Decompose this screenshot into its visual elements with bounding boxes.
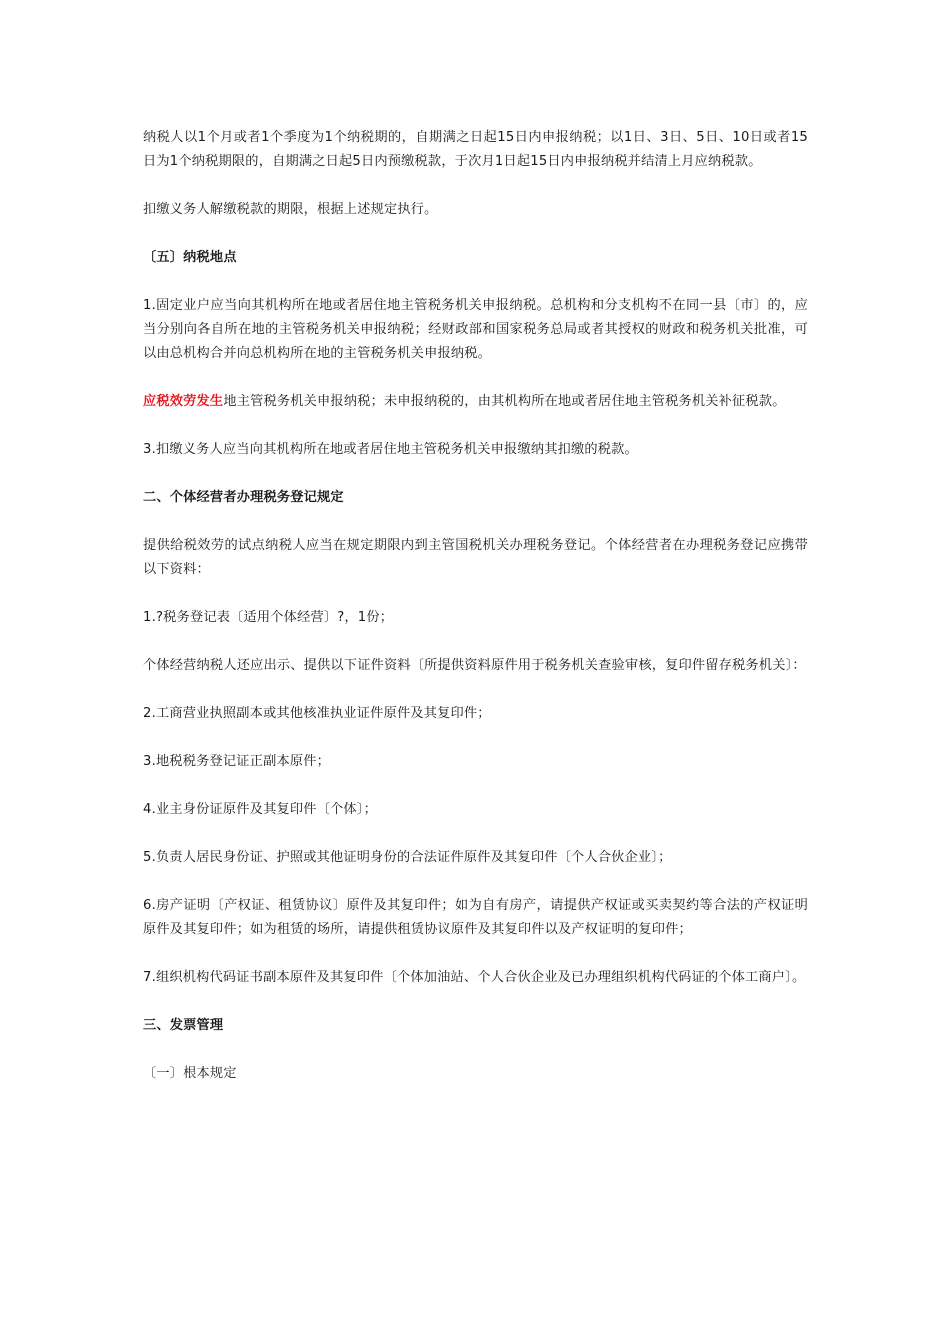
paragraph-withholding-period: 扣缴义务人解缴税款的期限，根据上述规定执行。: [143, 202, 438, 217]
paragraph-tax-period: 纳税人以1个月或者1个季度为1个纳税期的，自期满之日起15日内申报纳税；以1日、3日、5日、10日或者15日为1个纳税期限的，自期满之日起5日内预缴税款，于次月1日起15日内申报纳税并结清上月应纳税款。: [143, 130, 808, 169]
paragraph-documents-intro: 个体经营纳税人还应出示、提供以下证件资料〔所提供资料原件用于税务机关查验审核，复印件留存税务机关〕：: [143, 658, 806, 673]
heading-registration: 二、个体经营者办理税务登记规定: [143, 490, 344, 505]
paragraph-service-location: [143, 390, 808, 414]
list-item-2: 2.工商营业执照副本或其他核准执业证件原件及其复印件；: [143, 706, 491, 721]
list-item-5: 5.负责人居民身份证、护照或其他证明身份的合法证件原件及其复印件〔个人合伙企业〕；: [143, 850, 672, 865]
paragraph-fixed-business: 1.固定业户应当向其机构所在地或者居住地主管税务机关申报纳税。总机构和分支机构不在同一县〔市〕的，应当分别向各自所在地的主管税务机关申报纳税；经财政部和国家税务总局或者其授权的财政和税务机关批准，可以由总机构合并向总机构所在地的主管税务机关申报纳税。: [143, 298, 808, 361]
heading-invoice-management: 三、发票管理: [143, 1018, 224, 1033]
document-body: [143, 126, 808, 1110]
highlighted-text: 应税效劳发生: [143, 394, 224, 409]
heading-tax-location: 〔五〕纳税地点: [143, 250, 237, 265]
list-item-3: 3.地税税务登记证正副本原件；: [143, 754, 331, 769]
paragraph-withholding-agent: 3.扣缴义务人应当向其机构所在地或者居住地主管税务机关申报缴纳其扣缴的税款。: [143, 442, 638, 457]
paragraph-registration-intro: 提供给税效劳的试点纳税人应当在规定期限内到主管国税机关办理税务登记。个体经营者在办理税务登记应携带以下资料：: [143, 538, 808, 577]
list-item-7: 7.组织机构代码证书副本原件及其复印件〔个体加油站、个人合伙企业及已办理组织机构代码证的个体工商户〕。: [143, 970, 806, 985]
list-item-4: 4.业主身份证原件及其复印件〔个体〕；: [143, 802, 377, 817]
paragraph-service-location-text: 地主管税务机关申报纳税；未申报纳税的，由其机构所在地或者居住地主管税务机关补征税款。: [223, 394, 786, 409]
list-item-1: 1.?税务登记表〔适用个体经营〕?，1份；: [143, 610, 394, 625]
list-item-6: 6.房产证明〔产权证、租赁协议〕原件及其复印件；如为自有房产，请提供产权证或买卖契约等合法的产权证明原件及其复印件；如为租赁的场所，请提供租赁协议原件及其复印件以及产权证明的复印件；: [143, 898, 808, 937]
subheading-basic-rules: 〔一〕根本规定: [143, 1066, 237, 1081]
